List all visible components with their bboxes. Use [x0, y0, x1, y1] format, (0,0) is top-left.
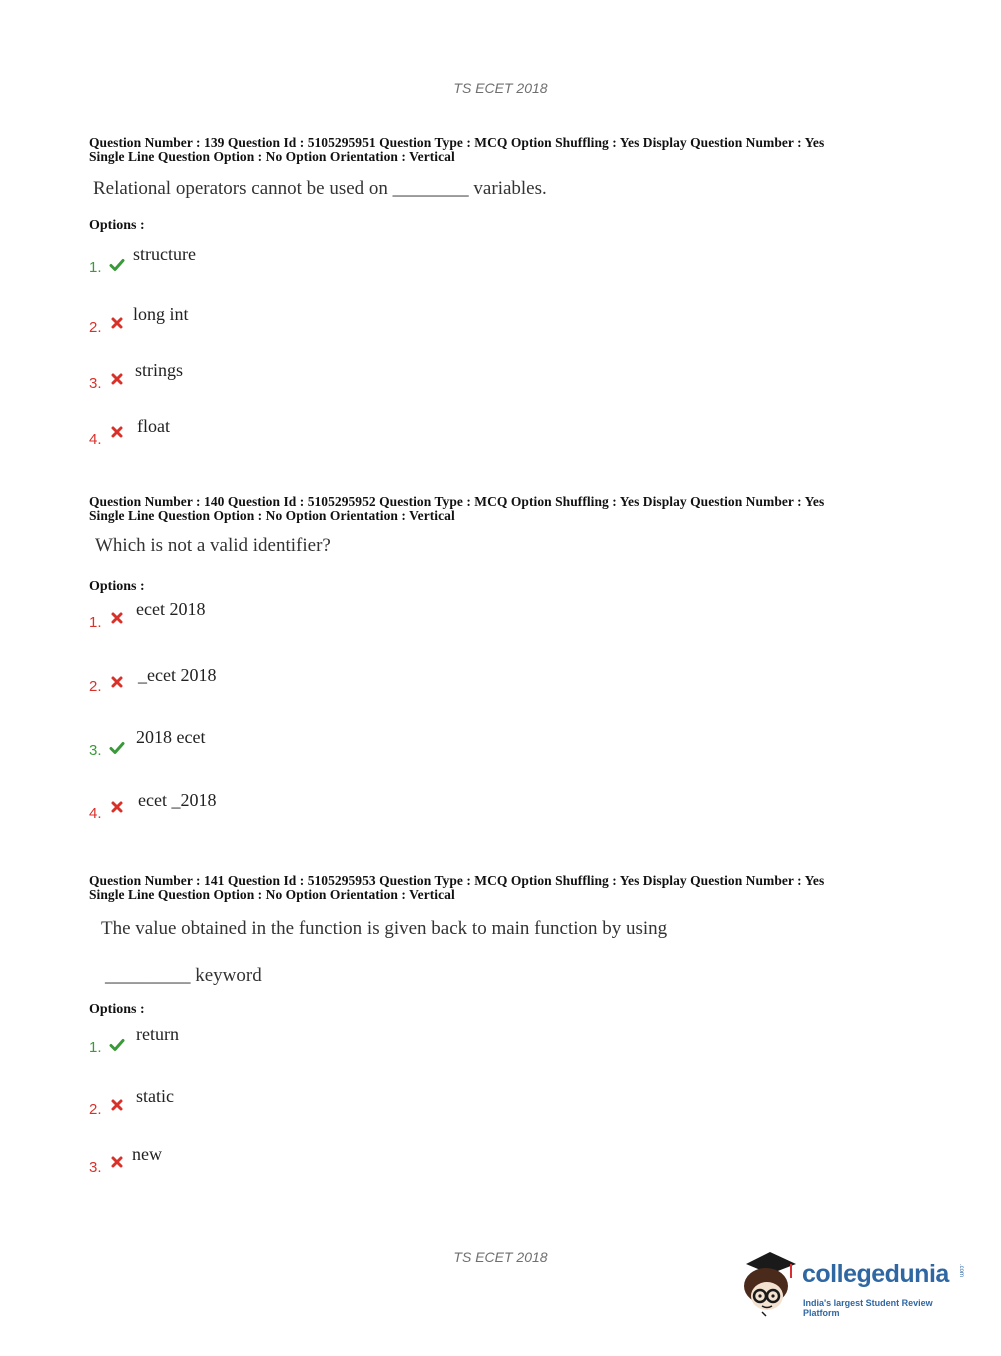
- question-text-line2: _________ keyword: [105, 965, 262, 986]
- page-header: TS ECET 2018: [453, 80, 548, 96]
- option-number: 3.: [89, 742, 102, 759]
- cross-icon: [109, 674, 125, 690]
- collegedunia-logo[interactable]: [740, 1250, 970, 1322]
- mascot-icon: [740, 1250, 800, 1322]
- question-141: [89, 874, 919, 1184]
- question-text: Which is not a valid identifier?: [95, 535, 331, 556]
- question-text: The value obtained in the function is given back to main function by using: [101, 918, 668, 939]
- check-icon: [109, 257, 125, 273]
- option-1: [89, 244, 489, 274]
- logo-wordmark: collegedunia: [802, 1260, 949, 1288]
- question-140: [89, 495, 919, 835]
- option-number: 3.: [89, 375, 102, 392]
- question-meta: Question Number : 140 Question Id : 5105295952 Question Type : MCQ Option Shuffling : Yes Display Question Number : Yes: [89, 494, 825, 509]
- question-meta: Question Number : 139 Question Id : 5105295951 Question Type : MCQ Option Shuffling : Yes Display Question Number : Yes: [89, 135, 825, 150]
- option-2: [89, 663, 489, 693]
- cross-icon: [109, 610, 125, 626]
- options-label: Options :: [89, 579, 145, 594]
- options-label: Options :: [89, 218, 145, 233]
- option-number: 2.: [89, 319, 102, 336]
- logo-domain: .com: [958, 1264, 964, 1278]
- check-icon: [109, 1037, 125, 1053]
- option-1: [89, 1024, 489, 1054]
- cross-icon: [109, 799, 125, 815]
- options-label: Options :: [89, 1002, 145, 1017]
- cross-icon: [109, 371, 125, 387]
- option-number: 1.: [89, 614, 102, 631]
- option-text: static: [136, 1086, 174, 1106]
- question-139: [89, 136, 919, 456]
- option-text: float: [137, 416, 170, 436]
- option-3: [89, 360, 489, 390]
- check-icon: [109, 740, 125, 756]
- option-number: 1.: [89, 259, 102, 276]
- question-meta-line2: Single Line Question Option : No Option Orientation : Vertical: [89, 149, 455, 164]
- option-text: 2018 ecet: [136, 727, 206, 747]
- question-meta-line2: Single Line Question Option : No Option Orientation : Vertical: [89, 887, 455, 902]
- option-2: [89, 304, 489, 334]
- cross-icon: [109, 315, 125, 331]
- question-meta-line2: Single Line Question Option : No Option Orientation : Vertical: [89, 508, 455, 523]
- option-text: ecet 2018: [136, 599, 206, 619]
- option-number: 3.: [89, 1159, 102, 1176]
- question-text: Relational operators cannot be used on ________ variables.: [93, 178, 547, 199]
- option-text: long int: [133, 304, 189, 324]
- page-footer: TS ECET 2018: [453, 1249, 548, 1265]
- option-number: 2.: [89, 678, 102, 695]
- option-3: [89, 727, 489, 757]
- option-text: structure: [133, 244, 196, 264]
- logo-tagline: India's largest Student Review Platform: [803, 1298, 933, 1318]
- cross-icon: [109, 1154, 125, 1170]
- option-text: _ecet 2018: [138, 665, 217, 685]
- cross-icon: [109, 1097, 125, 1113]
- option-4: [89, 790, 489, 820]
- option-number: 4.: [89, 805, 102, 822]
- option-4: [89, 416, 489, 446]
- option-number: 1.: [89, 1039, 102, 1056]
- option-1: [89, 599, 489, 629]
- option-text: return: [136, 1024, 179, 1044]
- option-text: strings: [135, 360, 184, 380]
- option-number: 2.: [89, 1101, 102, 1118]
- option-text: ecet _2018: [138, 790, 217, 810]
- question-meta: Question Number : 141 Question Id : 5105295953 Question Type : MCQ Option Shuffling : Yes Display Question Number : Yes: [89, 873, 825, 888]
- cross-icon: [109, 424, 125, 440]
- option-number: 4.: [89, 431, 102, 448]
- option-text: new: [132, 1144, 162, 1164]
- option-2: [89, 1086, 489, 1116]
- option-3: [89, 1144, 489, 1174]
